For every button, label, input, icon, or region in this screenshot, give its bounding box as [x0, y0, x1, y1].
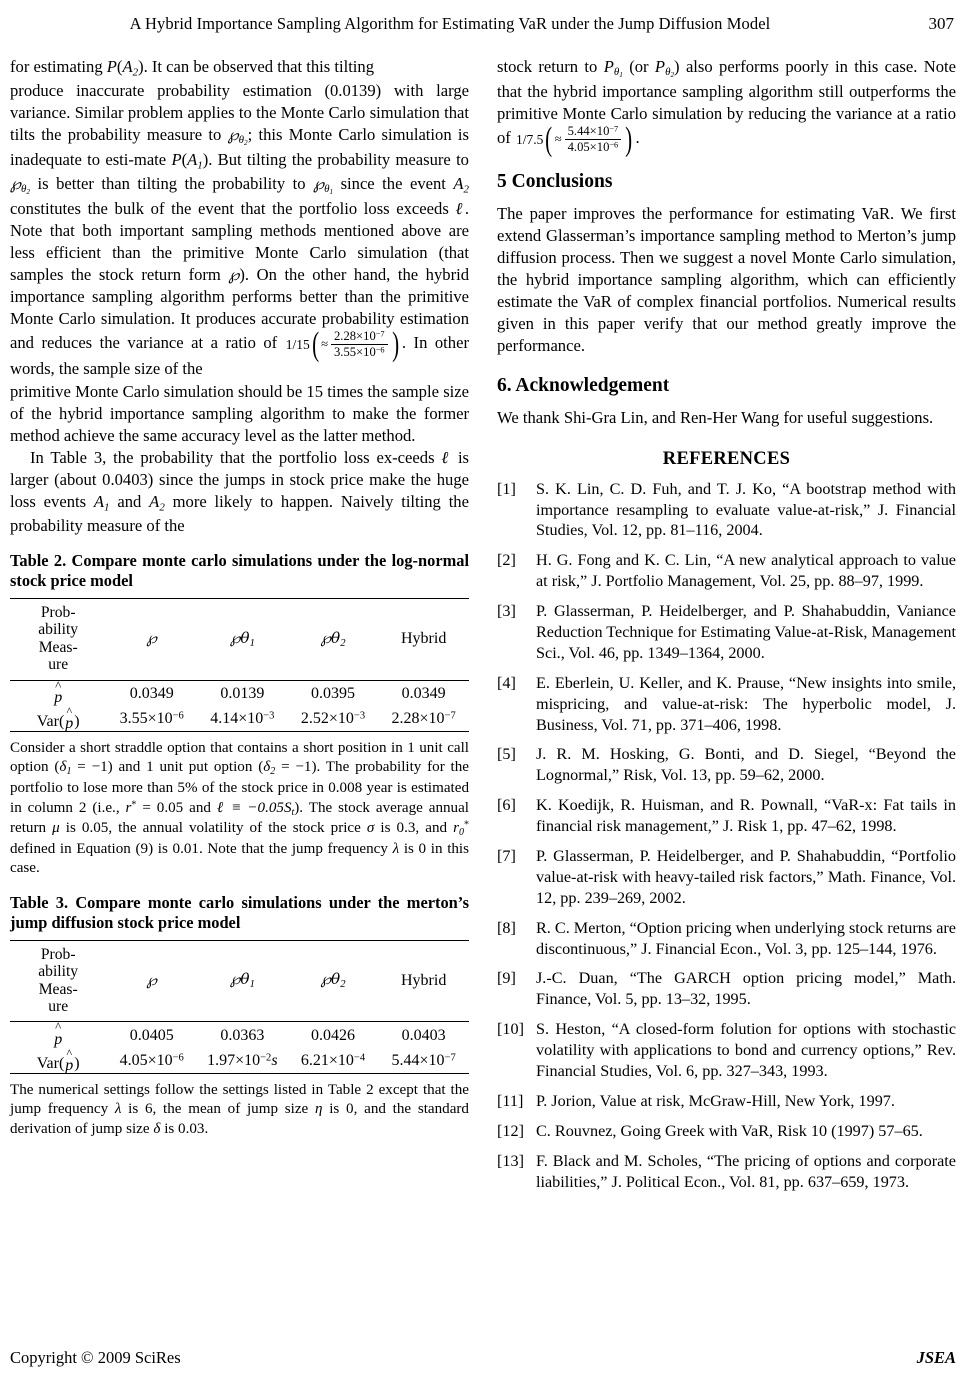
delta-value: = −1 [77, 759, 108, 776]
reference-number: [12] [497, 1121, 524, 1140]
note-frag: is 0.3, and [380, 820, 448, 837]
table3-header-wp-theta2 [288, 940, 379, 1022]
running-head [0, 14, 966, 40]
text-frag: is better than tilting the probability to [37, 173, 306, 193]
table3 [10, 940, 469, 1074]
text-frag: . In other words, the sample size of the [10, 333, 469, 379]
text-frag: ). On the other hand, the hybrid importance sampling algorithm performs better than the primitive Monte Carlo simulation. It produces accurate probability estimation and reduces the variance at a ratio of [10, 265, 469, 353]
approx-sign: ≈ [554, 131, 562, 146]
measure-label [10, 946, 106, 1016]
header-symbol: Hybrid [400, 971, 447, 989]
measure-line-1: Prob- [40, 603, 76, 621]
paragraph-acknowledgement: We thank Shi-Gra Lin, and Ren-Her Wang for useful suggestions. [497, 407, 934, 427]
text-frag: stock return to [497, 57, 598, 76]
list-item [497, 744, 956, 786]
running-head-title: A Hybrid Importance Sampling Algorithm for Estimating VaR under the Jump Diffusion Model [129, 14, 771, 33]
math-ell-def [217, 800, 294, 816]
reference-number: [6] [497, 796, 516, 815]
mantissa: 6.21×10 [300, 1052, 354, 1070]
reference-number: [5] [497, 745, 516, 764]
math-delta1: $(\delta_1 = -1)$ [54, 759, 113, 778]
text-frag: is larger (about 0.0403) since the jumps in stock price make the huge loss events [10, 447, 470, 511]
denominator-exponent: −6 [609, 140, 619, 150]
math-wp-theta2-b: $℘_{\theta_2}$ [10, 173, 30, 197]
math-r0-star [453, 819, 469, 839]
table2 [10, 598, 469, 732]
paragraph-inaccurate-estimation [10, 80, 469, 381]
measure-line-3: Meas- [38, 638, 78, 656]
header-symbol-sub: 1 [249, 637, 255, 649]
paren-open: ( [311, 325, 319, 363]
fraction-numerator [565, 125, 622, 139]
page-footer [10, 1348, 956, 1368]
p-letter: p [65, 1056, 74, 1074]
p-letter: p [65, 715, 74, 733]
paragraph-table3-discussion [10, 447, 469, 537]
paragraph-stock-return [497, 56, 956, 158]
exponent: −6 [172, 1052, 184, 1064]
note-frag: is 0.05, the annual volatility of the stock price [65, 820, 361, 837]
text-frag: . But tilting the probability measure to [208, 150, 469, 170]
denominator-exponent: −6 [375, 345, 385, 355]
numerator-exponent: −7 [609, 124, 619, 134]
table2-cell [378, 707, 469, 731]
table3-header-row [10, 940, 469, 1022]
exponent: −7 [444, 710, 456, 722]
measure-line-2: ability [38, 621, 79, 639]
denominator-mantissa: 4.05×10 [567, 139, 610, 154]
mantissa: 2.28×10 [391, 710, 445, 728]
p-hat-symbol [64, 704, 74, 733]
reference-number: [13] [497, 1151, 524, 1170]
reference-number: [1] [497, 479, 516, 498]
numerator-mantissa: 2.28×10 [334, 329, 376, 344]
list-item [497, 479, 956, 542]
fraction-denominator [331, 344, 388, 359]
reference-text: R. C. Merton, “Option pricing when underlying stock returns are discontinuous,” J. Financial Econ., Vol. 3, pp. 125–144, 1976. [536, 918, 956, 958]
reference-number: [11] [497, 1091, 524, 1110]
mantissa: 5.44×10 [391, 1052, 445, 1070]
mantissa: 3.55×10 [119, 710, 173, 728]
exponent: −7 [444, 1052, 456, 1064]
list-item [497, 550, 956, 592]
table2-cell [197, 707, 288, 731]
text-frag: primitive Monte Carlo simulation should be 15 times the sample size of the hybrid importance sampling algorithm to make the former method achieve the same accuracy level as the latter method. [10, 381, 469, 445]
reference-number: [10] [497, 1020, 524, 1039]
fraction-denominator [565, 139, 622, 154]
approx-sign: ≈ [321, 337, 328, 352]
table3-cell: 0.0426 [310, 1026, 355, 1044]
right-column [497, 56, 956, 1201]
note-frag: = 0.05 and [142, 799, 211, 816]
exponent: −6 [172, 710, 184, 722]
list-item [497, 1151, 956, 1193]
paragraph-tilting-intro [10, 56, 469, 80]
r0-sub: 0 [459, 827, 465, 839]
eta-symbol: η [314, 1101, 323, 1118]
math-ell: ℓ [455, 198, 465, 218]
note-frag: defined in Equation (9) is 0.01. Note that the jump frequency [10, 840, 388, 857]
table2-header-measure [10, 598, 106, 680]
math-P-A1: $P(A_1)$ [171, 150, 209, 172]
text-frag: . [635, 128, 640, 148]
header-symbol: ℘ [146, 971, 157, 989]
reference-number: [4] [497, 673, 516, 692]
header-symbol: ℘ [146, 629, 157, 648]
ell-expression: ℓ ≡ −0.05S [216, 799, 292, 816]
table3-row-phat-label [10, 1019, 106, 1049]
delta-symbol: δ [263, 759, 271, 776]
header-symbol: ℘θ [320, 628, 341, 647]
reference-list [497, 479, 956, 1193]
reference-text: P. Jorion, Value at risk, McGraw-Hill, New York, 1997. [536, 1091, 895, 1110]
table3-caption: Table 3. Compare monte carlo simulations under the merton’s jump diffusion stock price model [10, 892, 469, 933]
table2-row-phat-label [10, 677, 106, 707]
p-hat-symbol [54, 1019, 63, 1049]
paren-close: ) [625, 120, 633, 158]
header-symbol: ℘θ [229, 628, 250, 647]
table3-cell: 0.0403 [401, 1026, 446, 1044]
paren-open: ( [545, 120, 553, 158]
math-A2: $A_2$ [453, 173, 470, 196]
table-row [10, 680, 469, 707]
reference-text: S. Heston, “A closed-form folution for options with stochastic volatility with applications to bond and currency options,” Rev. Financial Studies, Vol. 6, pp. 327–343, 1993. [536, 1020, 956, 1081]
page-number: 307 [928, 14, 954, 33]
list-item [497, 1091, 956, 1112]
table2-head [10, 598, 469, 680]
note-frag: . The probability for the portfolio to lose more than 5% of the stock price in 0.008 year is estimated in column 2 (i.e., [10, 759, 469, 816]
table-row [10, 707, 469, 731]
table2-cell [288, 707, 379, 731]
table3-header-wp-theta1 [197, 940, 288, 1022]
note-frag: is 0.03. [164, 1120, 209, 1137]
reference-text: H. G. Fong and K. C. Lin, “A new analytical approach to value at risk,” J. Portfolio Management, Vol. 25, pp. 88–97, 1999. [536, 551, 956, 591]
math-ratio-1-over-7point5 [515, 120, 635, 158]
text-frag: produce inaccurate probability estimation (0.0139) with large variance. Similar problem applies to the Monte Carlo simulation that tilts the probability measure to [10, 80, 469, 144]
text-frag: . It can be observed that this tilting [143, 57, 375, 76]
p-letter: p [54, 689, 63, 707]
hat-accent: ^ [55, 677, 62, 693]
table2-header-wp [106, 598, 197, 680]
r0-sup: * [464, 819, 469, 831]
table-row [10, 1022, 469, 1049]
math-A2-b: $A_2$ [149, 491, 165, 514]
numerator-mantissa: 5.44×10 [567, 124, 610, 139]
header-symbol-sub: 2 [340, 637, 346, 649]
table2-cell: 0.0395 [310, 684, 355, 702]
ratio-lead: 1/7.5 [515, 131, 544, 147]
measure-line-3: Meas- [38, 980, 78, 998]
header-symbol-sub: 1 [249, 979, 255, 991]
table2-caption: Table 2. Compare monte carlo simulations under the log-normal stock price model [10, 550, 469, 591]
table2-row-var-label: Var( ^ p ) [36, 704, 80, 733]
delta-sub: 1 [66, 766, 72, 778]
math-P-A2: $P(A_2)$ [106, 57, 144, 79]
mantissa: 1.97×10 [207, 1052, 261, 1070]
table3-cell [106, 1049, 197, 1073]
note-frag: ). The stock average annual return [10, 799, 469, 837]
delta-symbol: δ [59, 759, 67, 776]
math-r-star [126, 800, 137, 816]
table3-cell [288, 1049, 379, 1073]
table3-header-measure [10, 940, 106, 1022]
list-item [497, 918, 956, 960]
mantissa: 4.14×10 [210, 710, 264, 728]
table2-header-hybrid [378, 598, 469, 680]
reference-text: J.-C. Duan, “The GARCH option pricing model,” Math. Finance, Vol. 5, pp. 13–32, 1995. [536, 969, 956, 1009]
table2-header-wp-theta1 [197, 598, 288, 680]
r-superscript: * [131, 799, 137, 811]
ratio-lead: 1/15 [285, 336, 310, 352]
p-letter: p [54, 1031, 63, 1049]
measure-line-4: ure [48, 997, 69, 1015]
math-A1: $A_1$ [93, 491, 110, 514]
note-frag: is 6, the mean of jump size [128, 1101, 309, 1118]
fraction-numerator [331, 330, 388, 344]
note-frag: and 1 unit put option [118, 759, 253, 776]
hat-accent: ^ [66, 1046, 73, 1061]
text-frag: constitutes the bulk of the event that the portfolio loss exceeds [10, 198, 449, 218]
text-frag: ) also performs poorly in this case. Note that the hybrid importance sampling algorithm still outperforms the primitive Monte Carlo simulation by reducing the variance at a ratio of [497, 57, 956, 148]
table3-cell [197, 1049, 288, 1073]
table3-cell: 0.0405 [129, 1026, 174, 1044]
lambda-symbol: λ [392, 840, 400, 857]
table3-cell [378, 1049, 469, 1073]
ell-sub: t [291, 806, 295, 818]
list-item [497, 673, 956, 736]
reference-text: K. Koedijk, R. Huisman, and R. Pownall, “VaR-x: Fat tails in financial risk management,” J. Risk 1, pp. 47–62, 1998. [536, 796, 956, 836]
table3-note [10, 1081, 469, 1139]
list-item [497, 1121, 956, 1142]
math-delta2: $(\delta_2 = -1)$ [258, 759, 317, 778]
heading-references: REFERENCES [662, 448, 791, 469]
table2-cell: 0.0139 [220, 684, 265, 702]
p-hat-symbol [64, 1046, 74, 1074]
table3-header-wp [106, 940, 197, 1022]
math-wp-theta2: $℘_{\theta_2}$ [227, 124, 248, 148]
math-ell-2: ℓ [441, 447, 452, 467]
list-item [497, 968, 956, 1010]
table2-header-row [10, 598, 469, 680]
exponent: −4 [353, 1052, 366, 1064]
math-ratio-1-over-15 [285, 325, 401, 363]
reference-text: C. Rouvnez, Going Greek with VaR, Risk 10 (1997) 57–65. [536, 1121, 923, 1140]
note-frag: is 0 in this case. [10, 840, 470, 877]
reference-number: [9] [497, 969, 516, 988]
table-row [10, 1049, 469, 1073]
reference-text: S. K. Lin, C. D. Fuh, and T. J. Ko, “A bootstrap method with importance resampling to evaluate value-at-risk,” J. Financial Studies, Vol. 12, pp. 81–116, 2004. [536, 479, 956, 540]
exponent: −2 [260, 1052, 272, 1064]
exponent: −3 [263, 710, 275, 722]
heading-acknowledgement: 6. Acknowledgement [497, 375, 670, 397]
hat-accent: ^ [55, 1019, 62, 1035]
measure-line-1: Prob- [40, 945, 76, 963]
delta-sub: 2 [270, 766, 276, 778]
suffix: s [271, 1052, 278, 1070]
list-item [497, 601, 956, 664]
text-frag: . Note that both important sampling methods mentioned above are less efficient than the primitive Monte Carlo simulation (that samples the stock return form [10, 198, 470, 285]
reference-number: [3] [497, 602, 516, 621]
mu-symbol: μ [52, 820, 60, 837]
copyright-text: Copyright © 2009 SciRes [10, 1348, 181, 1367]
math-P-theta1: $P_{\theta_1}$ [603, 57, 623, 80]
reference-number: [2] [497, 551, 516, 570]
mantissa: 2.52×10 [300, 710, 354, 728]
reference-text: E. Eberlein, U. Keller, and K. Prause, “New insights into smile, mispricing, and value-at-risk: The hyperbolic model, J. Business, Vol. 71, pp. 371–406, 1998. [536, 673, 956, 734]
header-symbol: ℘θ [229, 970, 250, 989]
header-symbol: ℘θ [320, 970, 341, 989]
heading-conclusions: 5 Conclusions [497, 171, 613, 193]
note-frag: The numerical settings follow the settings listed in Table 2 except that the jump frequency [10, 1081, 469, 1118]
table2-cell: 0.0349 [129, 684, 174, 702]
measure-line-2: ability [38, 963, 79, 981]
p-hat-symbol [54, 677, 63, 707]
delta-symbol: δ [153, 1120, 161, 1137]
list-item [497, 795, 956, 837]
math-P-theta2: $P_{\theta_2}$ [654, 57, 675, 80]
paragraph-sample-size [10, 381, 469, 447]
var-text: Var( [36, 1054, 65, 1072]
mantissa: 4.05×10 [119, 1052, 173, 1070]
table2-cell [106, 707, 197, 731]
table3-header-hybrid [378, 940, 469, 1022]
text-frag: more likely to happen. Naively tilting the probability measure of the [10, 491, 469, 535]
math-wp: ℘ [228, 265, 240, 285]
measure-label [10, 604, 106, 674]
reference-number: [8] [497, 918, 516, 937]
exponent: −3 [353, 710, 366, 722]
list-item [497, 846, 956, 909]
numerator-exponent: −7 [375, 329, 385, 339]
measure-line-4: ure [48, 656, 69, 674]
math-wp-theta1: $℘_{\theta_1}$ [313, 173, 334, 197]
fraction [329, 330, 390, 358]
sigma-symbol: σ [366, 820, 375, 837]
text-frag: ; this Monte Carlo simulation is inadequate to esti-mate [10, 124, 469, 170]
paren-close: ) [391, 325, 399, 363]
lambda-symbol: λ [114, 1101, 122, 1118]
table3-body [10, 1019, 469, 1074]
text-frag: and [117, 491, 142, 511]
header-symbol-sub: 2 [340, 979, 346, 991]
reference-text: F. Black and M. Scholes, “The pricing of options and corporate liabilities,” J. Political Econ., Vol. 81, pp. 637–659, 1973. [536, 1151, 956, 1191]
reference-text: P. Glasserman, P. Heidelberger, and P. Shahabuddin, Vaniance Reduction Technique for Estimating Value-at-Risk, Management Sci., Vol. 46, pp. 1349–1364, 2000. [536, 602, 956, 662]
table3-head [10, 940, 469, 1022]
text-frag: for estimating [10, 57, 107, 76]
reference-text: J. R. M. Hosking, G. Bonti, and D. Siegel, “Beyond the Lognormal,” Risk, Vol. 13, pp. 59–62, 2000. [536, 745, 956, 785]
left-column [10, 56, 469, 1139]
table2-cell: 0.0349 [401, 684, 446, 702]
table2-note [10, 739, 469, 878]
table2-body [10, 677, 469, 733]
hat-accent: ^ [66, 704, 73, 719]
table3-row-var-label: Var( ^ p ) [36, 1046, 80, 1074]
paragraph-conclusions: The paper improves the performance for estimating VaR. We first extend Glasserman’s importance sampling method to Merton’s jump diffusion process. Then we suggest a novel Monte Carlo simulation, the hybrid importance sampling algorithm, which can efficiently estimate the VaR of complex financial portfolios. Numerical results given in this paper verify that our method greatly improve the performance. [497, 203, 956, 356]
var-text: Var( [36, 713, 65, 731]
text-frag: In Table 3, the probability that the portfolio loss ex-ceeds [30, 447, 435, 467]
text-frag: since the event [340, 173, 446, 193]
text-frag: (or [629, 57, 649, 76]
journal-abbreviation: JSEA [916, 1348, 956, 1367]
header-symbol: Hybrid [400, 629, 447, 647]
reference-text: P. Glasserman, P. Heidelberger, and P. Shahabuddin, “Portfolio value-at-risk with heavy-tailed risk factors,” Math. Finance, Vol. 12, pp. 239–269, 2002. [536, 847, 956, 907]
list-item [497, 1019, 956, 1082]
note-frag: is 0, and the standard derivation of jump size [10, 1101, 469, 1137]
delta-value: = −1 [281, 759, 312, 776]
note-frag: Consider a short straddle option that contains a short position in 1 unit call option [10, 740, 469, 776]
reference-number: [7] [497, 847, 516, 865]
denominator-mantissa: 3.55×10 [334, 344, 376, 359]
fraction [563, 125, 624, 153]
r0-symbol: r [453, 820, 460, 837]
r-symbol: r [125, 799, 132, 816]
table3-cell: 0.0363 [220, 1026, 265, 1044]
table2-header-wp-theta2 [288, 598, 379, 680]
